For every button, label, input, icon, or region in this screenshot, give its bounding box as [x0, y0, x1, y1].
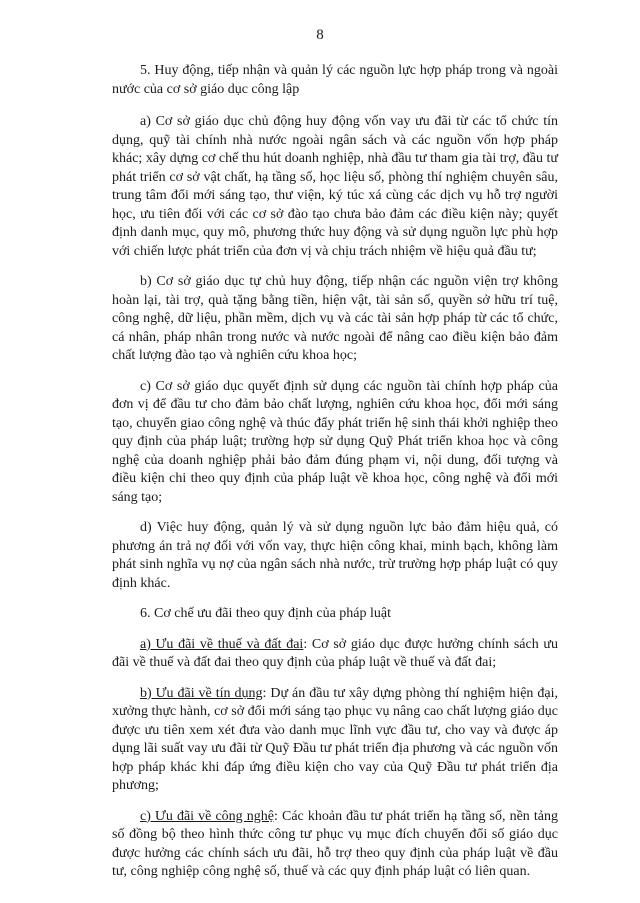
section-6-heading: 6. Cơ chế ưu đãi theo quy định của pháp luật — [140, 606, 391, 621]
page-number: 8 — [316, 27, 324, 43]
section-6c-paragraph — [112, 808, 558, 882]
section-5c-paragraph: c) Cơ sở giáo dục quyết định sử dụng các nguồn tài chính hợp pháp của đơn vị để đầu tư cho đảm bảo chất lượng, nghiên cứu khoa học, đổi mới sáng tạo, chuyển giao công nghệ và thúc đẩy phát triển hệ sinh thái khởi nghiệp theo quy định của pháp luật; trường hợp sử dụng Quỹ Phát triển khoa học và công nghệ của doanh nghiệp phải bảo đảm đúng phạm vi, nội dung, đối tượng và điều kiện chi theo quy định của pháp luật về khoa học, công nghệ và đổi mới sáng tạo; — [112, 378, 558, 505]
section-6b-paragraph — [112, 685, 558, 796]
section-6c-label: c) Ưu đãi về công nghệ — [140, 808, 274, 824]
section-6b-label: b) Ưu đãi về tín dụng — [140, 685, 263, 701]
section-5a-paragraph: a) Cơ sở giáo dục chủ động huy động vốn vay ưu đãi từ các tổ chức tín dụng, quỹ tài chính nhà nước ngoài ngân sách và các nguồn vốn hợp pháp khác; xây dựng cơ chế thu hút doanh nghiệp, nhà đầu tư tham gia tài trợ, đầu tư phát triển cơ sở vật chất, hạ tầng số, học liệu số, phòng thí nghiệm chuyên sâu, trung tâm đổi mới sáng tạo, thư viện, ký túc xá cùng các dịch vụ hỗ trợ người học, ưu tiên đối với các cơ sở đào tạo chưa bảo đảm các điều kiện này; quyết định danh mục, quy mô, phương thức huy động và sử dụng nguồn lực phù hợp với chiến lược phát triển của đơn vị và chịu trách nhiệm về hiệu quả đầu tư; — [112, 114, 558, 259]
section-6a-paragraph — [112, 636, 558, 673]
document-body — [112, 62, 558, 894]
section-5b-paragraph: b) Cơ sở giáo dục tự chủ huy động, tiếp nhận các nguồn viện trợ không hoàn lại, tài trợ, quà tặng bằng tiền, hiện vật, tài sản số, quyền sở hữu trí tuệ, công nghệ, dữ liệu, phần mềm, dịch vụ và các tài sản hợp pháp từ các tổ chức, cá nhân, pháp nhân trong nước và nước ngoài để nâng cao điều kiện bảo đảm chất lượng đào tạo và nghiên cứu khoa học; — [112, 274, 558, 363]
section-6c-text: : Các khoản đầu tư phát triển hạ tầng số, nền tảng số đồng bộ theo hình thức công tư phục vụ mục đích chuyển đổi số giáo dục được hưởng các chính sách ưu đãi, hỗ trợ theo quy định của pháp luật về đầu tư, công nghiệp công nghệ số, thuế và các quy định pháp luật có liên quan. — [112, 808, 559, 879]
section-5-heading: 5. Huy động, tiếp nhận và quản lý các nguồn lực hợp pháp trong và ngoài nước của cơ sở giáo dục công lập — [112, 63, 558, 97]
section-5d-paragraph: d) Việc huy động, quản lý và sử dụng nguồn lực bảo đảm hiệu quả, có phương án trả nợ đối với vốn vay, thực hiện công khai, minh bạch, không làm phát sinh nghĩa vụ nợ của ngân sách nhà nước, trừ trường hợp pháp luật có quy định khác. — [112, 520, 558, 591]
section-6a-label: a) Ưu đãi về thuế và đất đai — [140, 636, 304, 652]
section-6b-text: : Dự án đầu tư xây dựng phòng thí nghiệm hiện đại, xưởng thực hành, cơ sở đổi mới sáng tạo phục vụ nâng cao chất lượng giáo dục được ưu tiên xem xét đưa vào danh mục lĩnh vực đầu tư, cho vay và được áp dụng lãi suất vay ưu đãi từ Quỹ Đầu tư phát triển địa phương và các nguồn vốn hợp pháp khác khi đáp ứng điều kiện cho vay của Quỹ Đầu tư phát triển địa phương; — [112, 685, 558, 793]
section-6a-text: : Cơ sở giáo dục được hưởng chính sách ưu đãi về thuế và đất đai theo quy định của pháp luật về thuế và đất đai; — [112, 636, 558, 670]
